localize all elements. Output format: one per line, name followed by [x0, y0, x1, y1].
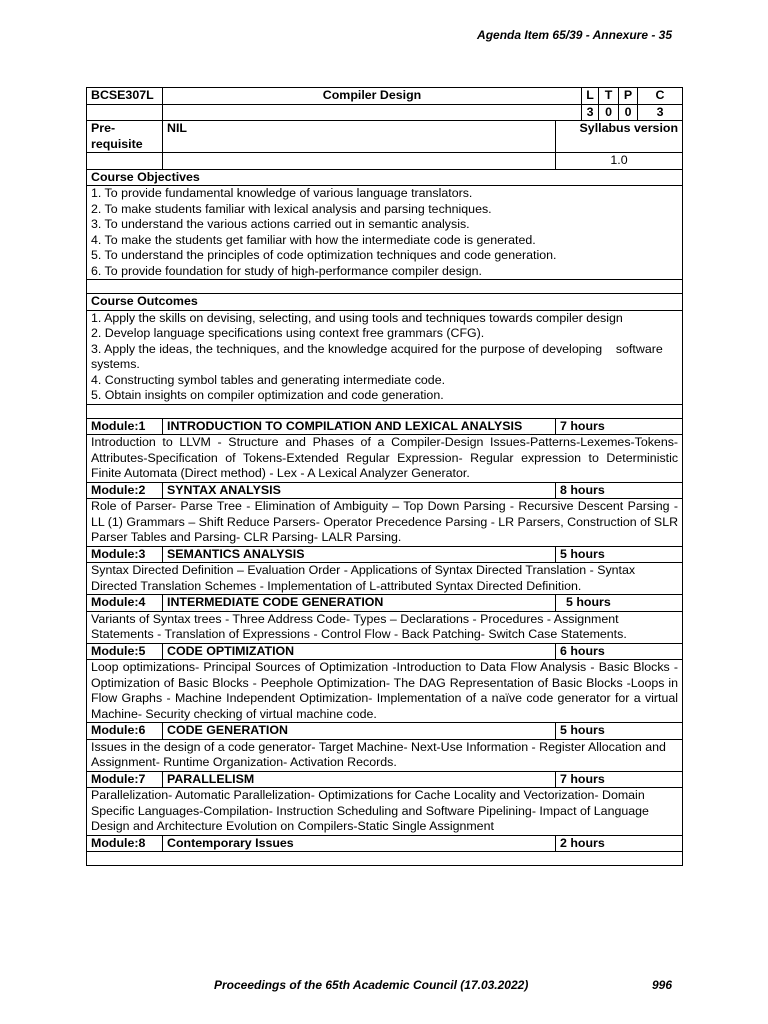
syllabus-body	[87, 88, 683, 866]
empty-cell	[163, 153, 556, 170]
module-content: Loop optimizations- Principal Sources of Optimization -Introduction to Data Flow Analysis - Basic Blocks - Optimization of Basic Blocks - Peephole Optimization- The DAG Representation of Basic Blocks -Loops in Flow Graphs - Machine Independent Optimization- Implementation of a naïve code generator for a virtual Machine- Security checking of virtual machine code.	[87, 660, 683, 723]
ltpc-label-l: L	[582, 88, 599, 105]
module-title: CODE OPTIMIZATION	[163, 643, 556, 660]
module-title: INTERMEDIATE CODE GENERATION	[163, 595, 556, 612]
ltpc-label-t: T	[599, 88, 619, 105]
module-label: Module:8	[87, 835, 163, 852]
prerequisite-row	[87, 121, 683, 153]
objectives-heading: Course Objectives	[87, 169, 683, 186]
course-title: Compiler Design	[163, 88, 582, 105]
module-hours: 6 hours	[556, 643, 683, 660]
module-5-header	[87, 643, 683, 660]
module-label: Module:5	[87, 643, 163, 660]
proceedings-footer: Proceedings of the 65th Academic Council (17.03.2022)	[214, 978, 529, 992]
outcome-item: 3. Apply the ideas, the techniques, and the knowledge acquired for the purpose of developing software systems.	[91, 341, 667, 371]
course-code: BCSE307L	[87, 88, 163, 105]
module-title: SYNTAX ANALYSIS	[163, 482, 556, 499]
module-content: Role of Parser- Parse Tree - Elimination of Ambiguity – Top Down Parsing - Recursive Descent Parsing - LL (1) Grammars – Shift Reduce Parsers- Operator Precedence Parsing - LR Parsers, Construction of SLR Parser Tables and Parsing- CLR Parsing- LALR Parsing.	[87, 499, 683, 547]
module-3-header	[87, 546, 683, 563]
outcomes-list	[87, 310, 683, 404]
syllabus-version-label: Syllabus version	[556, 121, 683, 153]
outcome-item: 4. Constructing symbol tables and generating intermediate code.	[91, 372, 446, 387]
spacer-row	[87, 404, 683, 418]
module-hours: 5 hours	[556, 723, 683, 740]
module-8-content-row	[87, 852, 683, 866]
objective-item: 1. To provide fundamental knowledge of various language translators.	[91, 186, 473, 200]
module-label: Module:4	[87, 595, 163, 612]
ltpc-value-p: 0	[619, 104, 638, 121]
module-hours: 7 hours	[556, 771, 683, 788]
ltpc-value-l: 3	[582, 104, 599, 121]
ltpc-value-t: 0	[599, 104, 619, 121]
module-title: PARALLELISM	[163, 771, 556, 788]
module-content: Introduction to LLVM - Structure and Phases of a Compiler-Design Issues-Patterns-Lexemes-Tokens-Attributes-Specification of Tokens-Extended Regular Expression- Regular expression to Deterministic Finite Automata (Direct method) - Lex - A Lexical Analyzer Generator.	[87, 435, 683, 483]
module-title: INTRODUCTION TO COMPILATION AND LEXICAL ANALYSIS	[163, 418, 556, 435]
empty-cell	[87, 404, 683, 418]
module-hours: 5 hours	[556, 546, 683, 563]
ltpc-values-row	[87, 104, 683, 121]
module-7-content-row	[87, 788, 683, 836]
module-hours: 7 hours	[556, 418, 683, 435]
objective-item: 3. To understand the various actions carried out in semantic analysis.	[91, 217, 470, 231]
module-title: CODE GENERATION	[163, 723, 556, 740]
objective-item: 2. To make students familiar with lexical analysis and parsing techniques.	[91, 201, 492, 216]
module-content	[87, 852, 683, 866]
module-label: Module:6	[87, 723, 163, 740]
module-4-header	[87, 595, 683, 612]
module-4-content-row	[87, 611, 683, 643]
module-7-header	[87, 771, 683, 788]
empty-cell	[87, 153, 163, 170]
module-1-header	[87, 418, 683, 435]
outcomes-heading-row	[87, 294, 683, 311]
module-1-content-row	[87, 435, 683, 483]
empty-cell	[87, 104, 163, 121]
module-hours: 8 hours	[556, 482, 683, 499]
empty-cell	[163, 104, 582, 121]
outcome-item: 1. Apply the skills on devising, selecting, and using tools and techniques towards compiler design	[91, 310, 623, 325]
module-content: Parallelization- Automatic Parallelization- Optimizations for Cache Locality and Vectorization- Domain Specific Languages-Compilation- Instruction Scheduling and Software Pipelining- Impact of Language Design and Architecture Evolution on Compilers-Static Single Assignment	[87, 788, 683, 836]
module-2-content-row	[87, 499, 683, 547]
objective-item: 5. To understand the principles of code optimization techniques and code generation.	[91, 248, 557, 262]
objective-item: 4. To make the students get familiar with how the intermediate code is generated.	[91, 232, 536, 247]
agenda-header: Agenda Item 65/39 - Annexure - 35	[477, 28, 672, 42]
course-title-row	[87, 88, 683, 105]
outcomes-heading: Course Outcomes	[87, 294, 683, 311]
objectives-list	[87, 186, 683, 280]
module-label: Module:3	[87, 546, 163, 563]
module-label: Module:7	[87, 771, 163, 788]
outcomes-row	[87, 310, 683, 404]
spacer-row	[87, 280, 683, 294]
objectives-heading-row	[87, 169, 683, 186]
module-title: SEMANTICS ANALYSIS	[163, 546, 556, 563]
objectives-row	[87, 186, 683, 280]
prerequisite-label: Pre-requisite	[87, 121, 163, 153]
module-6-header	[87, 723, 683, 740]
module-3-content-row	[87, 563, 683, 595]
ltpc-value-c: 3	[638, 104, 683, 121]
outcome-item: 5. Obtain insights on compiler optimization and code generation.	[91, 388, 444, 402]
empty-cell	[87, 280, 683, 294]
outcome-item: 2. Develop language specifications using context free grammars (CFG).	[91, 326, 485, 340]
module-content: Issues in the design of a code generator- Target Machine- Next-Use Information - Register Allocation and Assignment- Runtime Organization- Activation Records.	[87, 739, 683, 771]
prerequisite-value: NIL	[163, 121, 556, 153]
syllabus-table	[86, 87, 683, 866]
module-content: Syntax Directed Definition – Evaluation Order - Applications of Syntax Directed Translation - Syntax Directed Translation Schemes - Implementation of L-attributed Syntax Directed Definition.	[87, 563, 683, 595]
module-title: Contemporary Issues	[163, 835, 556, 852]
syllabus-version-value: 1.0	[556, 153, 683, 170]
module-label: Module:2	[87, 482, 163, 499]
module-hours: 2 hours	[556, 835, 683, 852]
module-2-header	[87, 482, 683, 499]
page-number: 996	[651, 978, 672, 992]
module-8-header	[87, 835, 683, 852]
module-6-content-row	[87, 739, 683, 771]
module-label: Module:1	[87, 418, 163, 435]
ltpc-label-c: C	[638, 88, 683, 105]
module-content: Variants of Syntax trees - Three Address Code- Types – Declarations - Procedures - Assignment Statements - Translation of Expressions - Control Flow - Back Patching- Switch Case Statements.	[87, 611, 683, 643]
module-hours: 5 hours	[556, 595, 683, 612]
syllabus-version-row	[87, 153, 683, 170]
objective-item: 6. To provide foundation for study of high-performance compiler design.	[91, 263, 482, 278]
ltpc-label-p: P	[619, 88, 638, 105]
module-5-content-row	[87, 660, 683, 723]
